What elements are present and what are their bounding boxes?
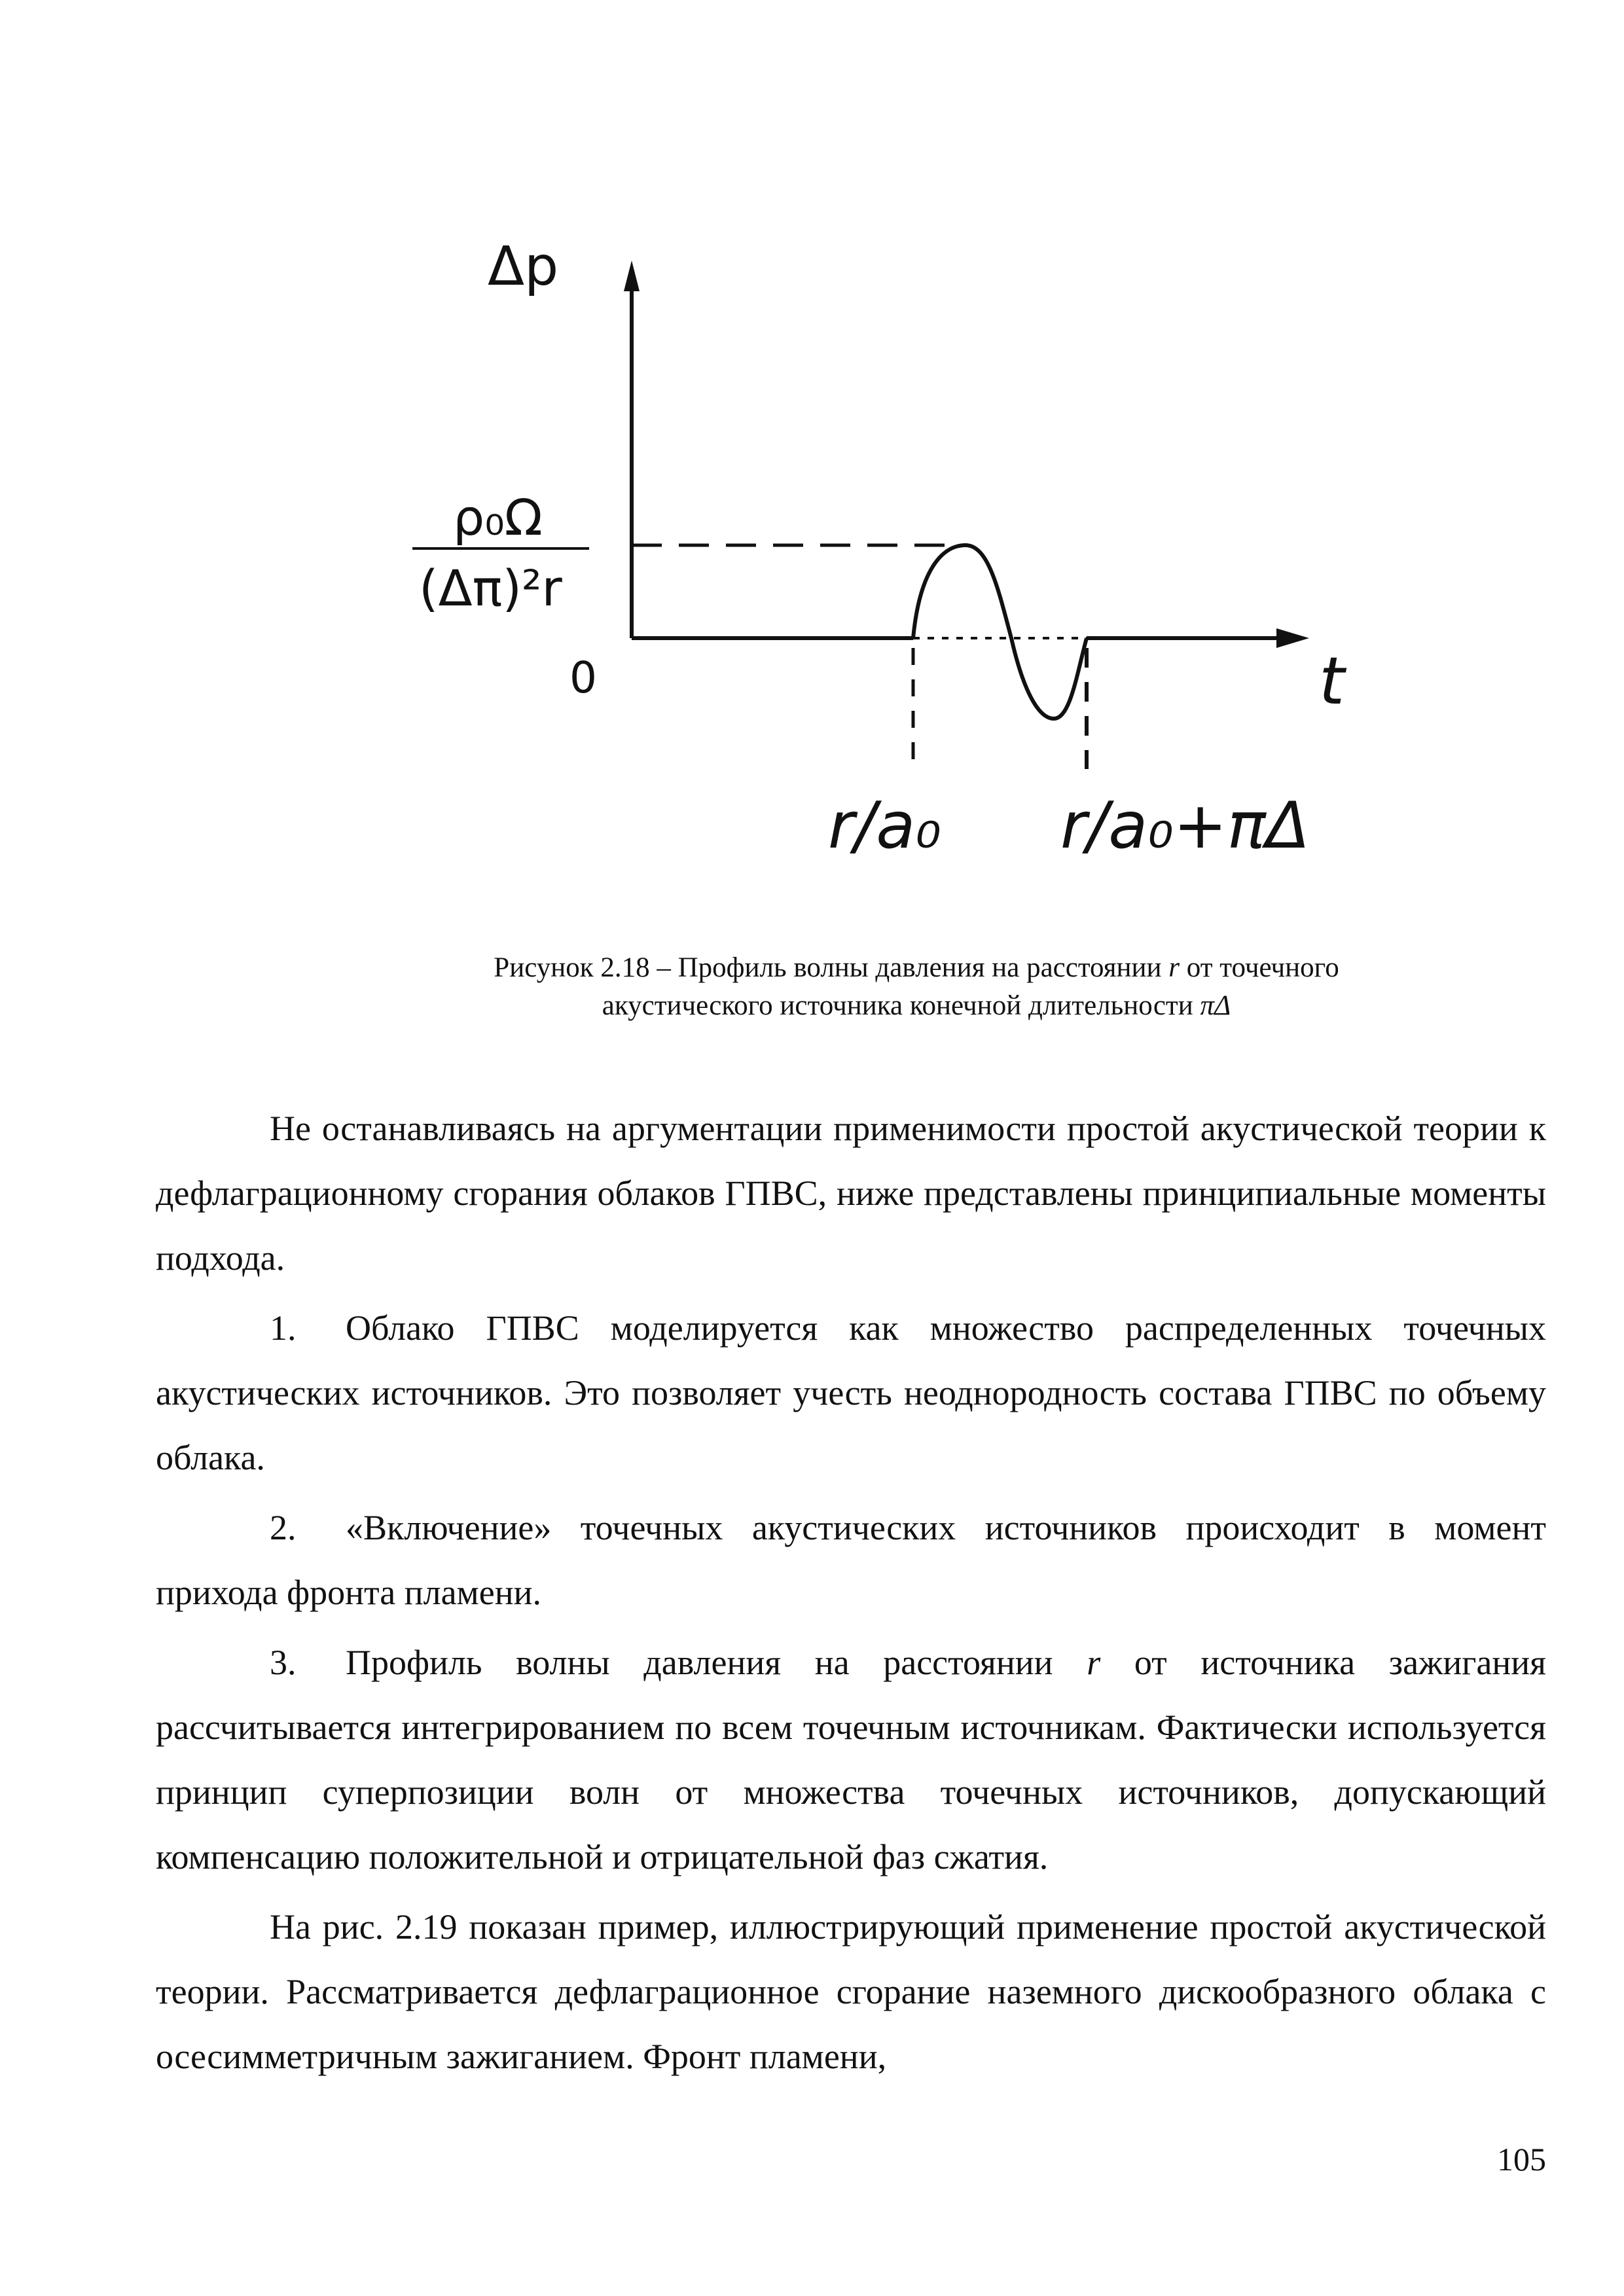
- intro-paragraph: Не останавливаясь на аргументации применимости простой акустической теории к дефлаграционному сгорания облаков ГПВС, ниже представлены принципиальные моменты подхода.: [156, 1109, 1546, 1278]
- pressure-wave-figure: [0, 0, 1624, 916]
- variable-r: r: [1087, 1643, 1101, 1682]
- origin-label: 0: [569, 653, 597, 703]
- x-axis-label: t: [1319, 643, 1345, 719]
- list-item-number: 2.: [270, 1508, 297, 1547]
- list-item-1: [156, 1296, 1546, 1490]
- list-item-number: 3.: [270, 1643, 297, 1682]
- list-item-text: «Включение» точечных акустических источников происходит в момент прихода фронта пламени.: [156, 1508, 1546, 1612]
- y-axis-arrow: [624, 260, 640, 291]
- page-number: 105: [1497, 2141, 1546, 2178]
- peak-label-numerator: ρ₀Ω: [453, 488, 543, 547]
- x-axis-arrow: [1276, 628, 1309, 648]
- list-item-text: Облако ГПВС моделируется как множество распределенных точечных акустических источников. Это позволяет учесть неоднородность состава ГПВС по объему облака.: [156, 1308, 1546, 1477]
- caption-variable-pidelta: πΔ: [1200, 990, 1231, 1021]
- closing-paragraph: На рис. 2.19 показан пример, иллюстрирующий применение простой акустической теории. Рассматривается дефлаграционное сгорание наземного дискообразного облака с осесимметричным зажиганием. Фронт пламени,: [156, 1907, 1546, 2076]
- caption-line-2: акустического источника конечной длительности πΔ: [602, 990, 1231, 1021]
- x-tick-label-1: r/a₀: [828, 789, 941, 863]
- caption-line-1: Рисунок 2.18 – Профиль волны давления на расстоянии r от точечного: [494, 952, 1339, 983]
- body-text: [156, 1096, 1546, 2089]
- caption-variable-r: r: [1168, 952, 1180, 983]
- list-item-3: 3. Профиль волны давления на расстоянии r от источника зажигания рассчитывается интегрированием по всем точечным источникам. Фактически используется принцип суперпозиции волн от множества точечных источников, допускающий компенсацию положительной и отрицательной фаз сжатия.: [156, 1630, 1546, 1890]
- y-axis-label: Δp: [488, 236, 559, 298]
- list-item-number: 1.: [270, 1308, 297, 1348]
- peak-label-denominator: (Δπ)²r: [419, 559, 562, 617]
- pressure-wave-curve: [913, 545, 1087, 719]
- x-tick-label-2: r/a₀+πΔ: [1060, 789, 1310, 863]
- list-item-2: [156, 1496, 1546, 1625]
- figure-caption: [393, 949, 1440, 1025]
